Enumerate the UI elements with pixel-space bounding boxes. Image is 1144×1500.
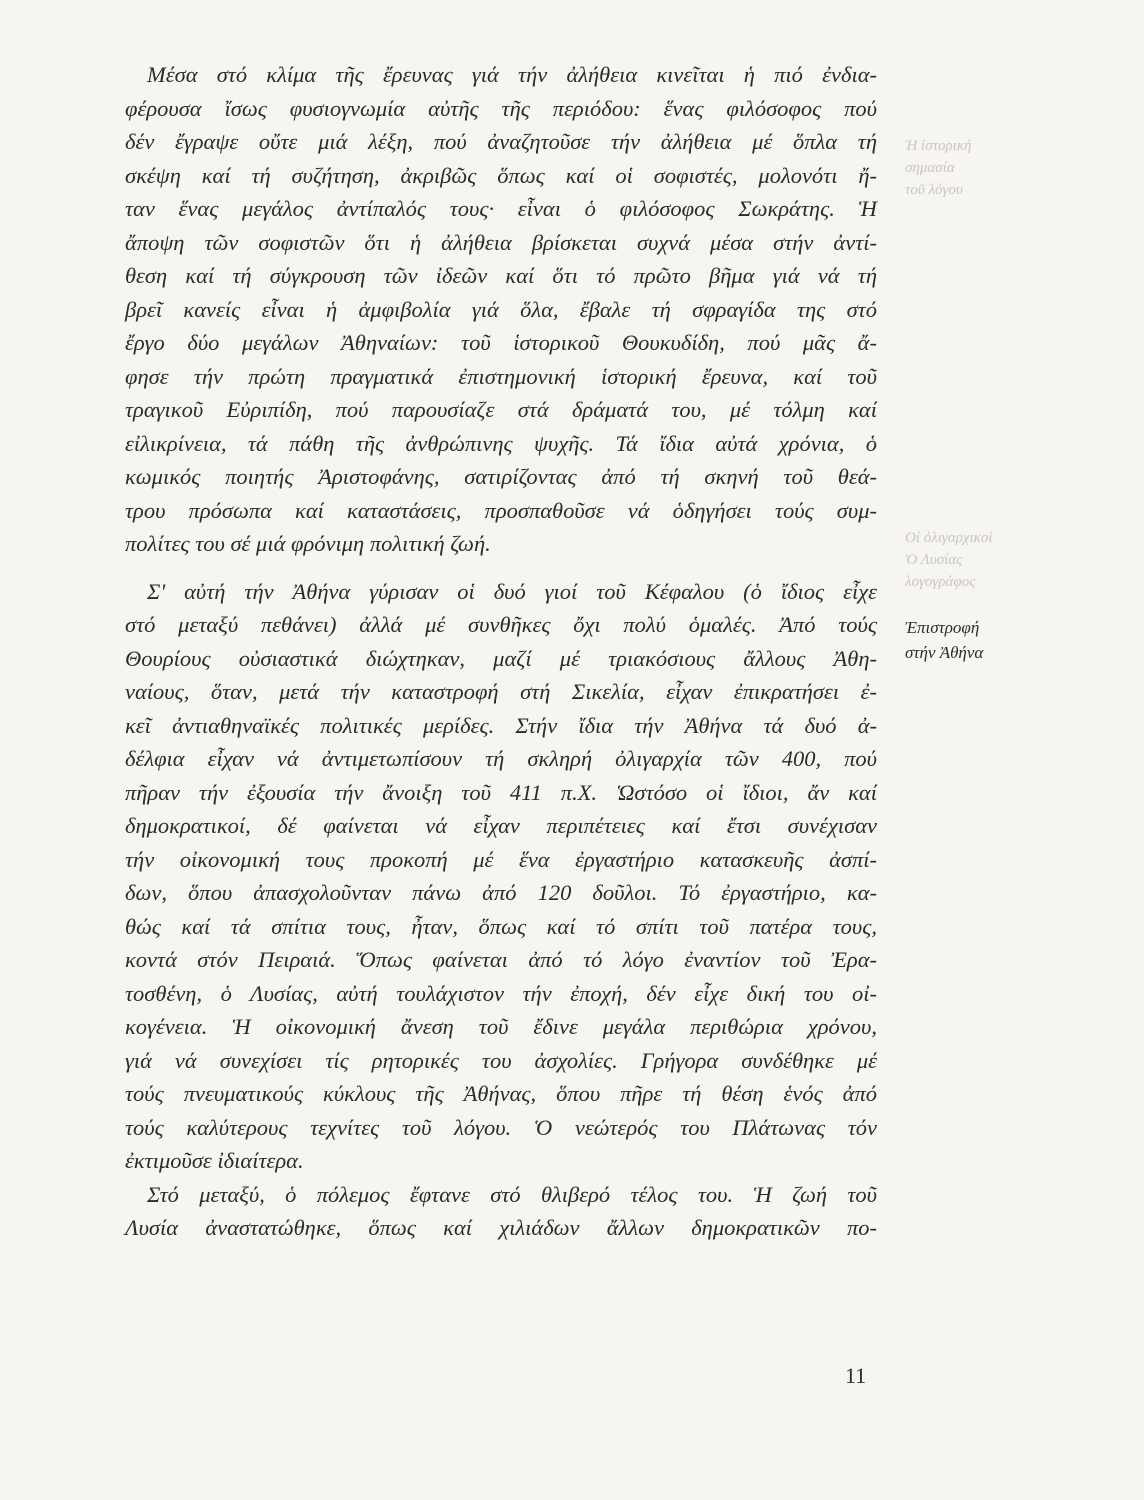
- text-line: κεῖ ἀντιαθηναϊκές πολιτικές μερίδες. Στήν ἴδια τήν Ἀθήνα τά δυό ἀ-: [125, 712, 877, 738]
- text-line: τρου πρόσωπα καί καταστάσεις, προσπαθοῦσε νά ὁδηγήσει τούς συμ-: [125, 497, 877, 523]
- body-text: [125, 58, 877, 1245]
- bleed-through-line: Οἱ ὀλιγαρχικοί: [905, 530, 993, 546]
- bleed-through-line: Ὁ Λυσίας: [905, 552, 963, 568]
- text-line: γιά νά συνεχίσει τίς ρητορικές του ἀσχολίες. Γρήγορα συνδέθηκε μέ: [125, 1047, 877, 1073]
- bleed-through-note-middle: [905, 527, 993, 593]
- text-line: τούς πνευματικούς κύκλους τῆς Ἀθήνας, ὅπου πῆρε τή θέση ἑνός ἀπό: [125, 1081, 877, 1106]
- text-line: δέν ἔγραψε οὔτε μιά λέξη, πού ἀναζητοῦσε τήν ἀλήθεια μέ ὅπλα τή: [125, 129, 877, 154]
- text-line: δων, ὅπου ἀπασχολοῦνταν πάνω ἀπό 120 δοῦλοι. Τό ἐργαστήριο, κα-: [125, 880, 877, 905]
- bleed-through-line: Ἡ ἱστορική: [905, 138, 972, 154]
- text-line: Λυσία ἀναστατώθηκε, ὅπως καί χιλιάδων ἄλλων δημοκρατικῶν πο-: [125, 1215, 877, 1240]
- text-line: τραγικοῦ Εὐριπίδη, πού παρουσίαζε στά δράματά του, μέ τόλμη καί: [125, 397, 877, 422]
- text-line: θώς καί τά σπίτια τους, ἦταν, ὅπως καί τό σπίτι τοῦ πατέρα τους,: [125, 913, 877, 939]
- text-line: Μέσα στό κλίμα τῆς ἔρευνας γιά τήν ἀλήθεια κινεῖται ἡ πιό ἐνδια-: [147, 62, 877, 87]
- text-line: δημοκρατικοί, δέ φαίνεται νά εἶχαν περιπέτειες καί ἔτσι συνέχισαν: [125, 813, 877, 838]
- bleed-through-line: σημασία: [905, 160, 955, 176]
- text-line: τούς καλύτερους τεχνίτες τοῦ λόγου. Ὁ νεώτερός του Πλάτωνας τόν: [125, 1114, 877, 1140]
- text-line: σκέψη καί τή συζήτηση, ἀκριβῶς ὅπως καί οἱ σοφιστές, μολονότι ἤ-: [125, 162, 877, 188]
- text-line: ἄποψη τῶν σοφιστῶν ὅτι ἡ ἀλήθεια βρίσκεται συχνά μέσα στήν ἀντί-: [125, 229, 877, 255]
- paragraph-2: [125, 575, 877, 1178]
- bleed-through-note-top: [905, 135, 972, 201]
- text-line: εἰλικρίνεια, τά πάθη τῆς ἀνθρώπινης ψυχῆς. Τά ἴδια αὐτά χρόνια, ὁ: [125, 430, 877, 456]
- text-line: τοσθένη, ὁ Λυσίας, αὐτή τουλάχιστον τήν ἐποχή, δέν εἶχε δική του οἰ-: [125, 980, 877, 1006]
- text-line: ταν ἕνας μεγάλος ἀντίπαλός τους· εἶναι ὁ φιλόσοφος Σωκράτης. Ἡ: [125, 196, 877, 221]
- text-line: ναίους, ὅταν, μετά τήν καταστροφή στή Σικελία, εἶχαν ἐπικρατήσει ἐ-: [125, 679, 877, 704]
- text-line: Στό μεταξύ, ὁ πόλεμος ἔφτανε στό θλιβερό τέλος του. Ἡ ζωή τοῦ: [147, 1181, 877, 1207]
- text-line: κογένεια. Ἡ οἰκονομική ἄνεση τοῦ ἔδινε μεγάλα περιθώρια χρόνου,: [125, 1014, 877, 1039]
- text-line: κοντά στόν Πειραιά. Ὅπως φαίνεται ἀπό τό λόγο ἐναντίον τοῦ Ἐρα-: [125, 947, 877, 972]
- bleed-through-line: λογογράφος: [905, 574, 976, 590]
- text-line: ἐκτιμοῦσε ἰδιαίτερα.: [125, 1148, 304, 1173]
- paragraph-1: [125, 58, 877, 561]
- text-line: πῆραν τήν ἐξουσία τήν ἄνοιξη τοῦ 411 π.Χ. Ὡστόσο οἱ ἴδιοι, ἄν καί: [125, 779, 877, 805]
- text-line: Θουρίους οὐσιαστικά διώχτηκαν, μαζί μέ τριακόσιους ἄλλους Ἀθη-: [125, 645, 877, 671]
- margin-note-line: στήν Ἀθήνα: [905, 643, 984, 662]
- text-line: φησε τήν πρώτη πραγματικά ἐπιστημονική ἱστορική ἔρευνα, καί τοῦ: [125, 363, 877, 389]
- margin-note-line: Ἐπιστροφή: [905, 618, 980, 637]
- paragraph-gap: [125, 561, 877, 575]
- text-line: πολίτες του σέ μιά φρόνιμη πολιτική ζωή.: [125, 531, 491, 556]
- text-line: Σ' αὐτή τήν Ἀθήνα γύρισαν οἱ δυό γιοί τοῦ Κέφαλου (ὁ ἴδιος εἶχε: [147, 578, 877, 604]
- text-line: φέρουσα ἴσως φυσιογνωμία αὐτῆς τῆς περιόδου: ἕνας φιλόσοφος πού: [125, 95, 877, 121]
- text-line: ἔργο δύο μεγάλων Ἀθηναίων: τοῦ ἱστορικοῦ Θουκυδίδη, πού μᾶς ἄ-: [125, 330, 877, 355]
- text-line: δέλφια εἶχαν νά ἀντιμετωπίσουν τή σκληρή ὀλιγαρχία τῶν 400, πού: [125, 746, 877, 771]
- text-line: τήν οἰκονομική τους προκοπή μέ ἕνα ἐργαστήριο κατασκευῆς ἀσπί-: [125, 846, 877, 872]
- margin-note: [905, 615, 1105, 665]
- paragraph-3: [125, 1178, 877, 1245]
- page-number: 11: [845, 1363, 867, 1388]
- text-line: στό μεταξύ πεθάνει) ἀλλά μέ συνθῆκες ὄχι πολύ ὁμαλές. Ἀπό τούς: [125, 612, 877, 637]
- bleed-through-line: τοῦ λόγου: [905, 182, 963, 198]
- text-line: θεση καί τή σύγκρουση τῶν ἰδεῶν καί ὅτι τό πρῶτο βῆμα γιά νά τή: [125, 263, 877, 288]
- text-line: βρεῖ κανείς εἶναι ἡ ἀμφιβολία γιά ὅλα, ἔβαλε τή σφραγίδα της στό: [125, 296, 877, 322]
- text-line: κωμικός ποιητής Ἀριστοφάνης, σατιρίζοντας ἀπό τή σκηνή τοῦ θεά-: [125, 464, 877, 489]
